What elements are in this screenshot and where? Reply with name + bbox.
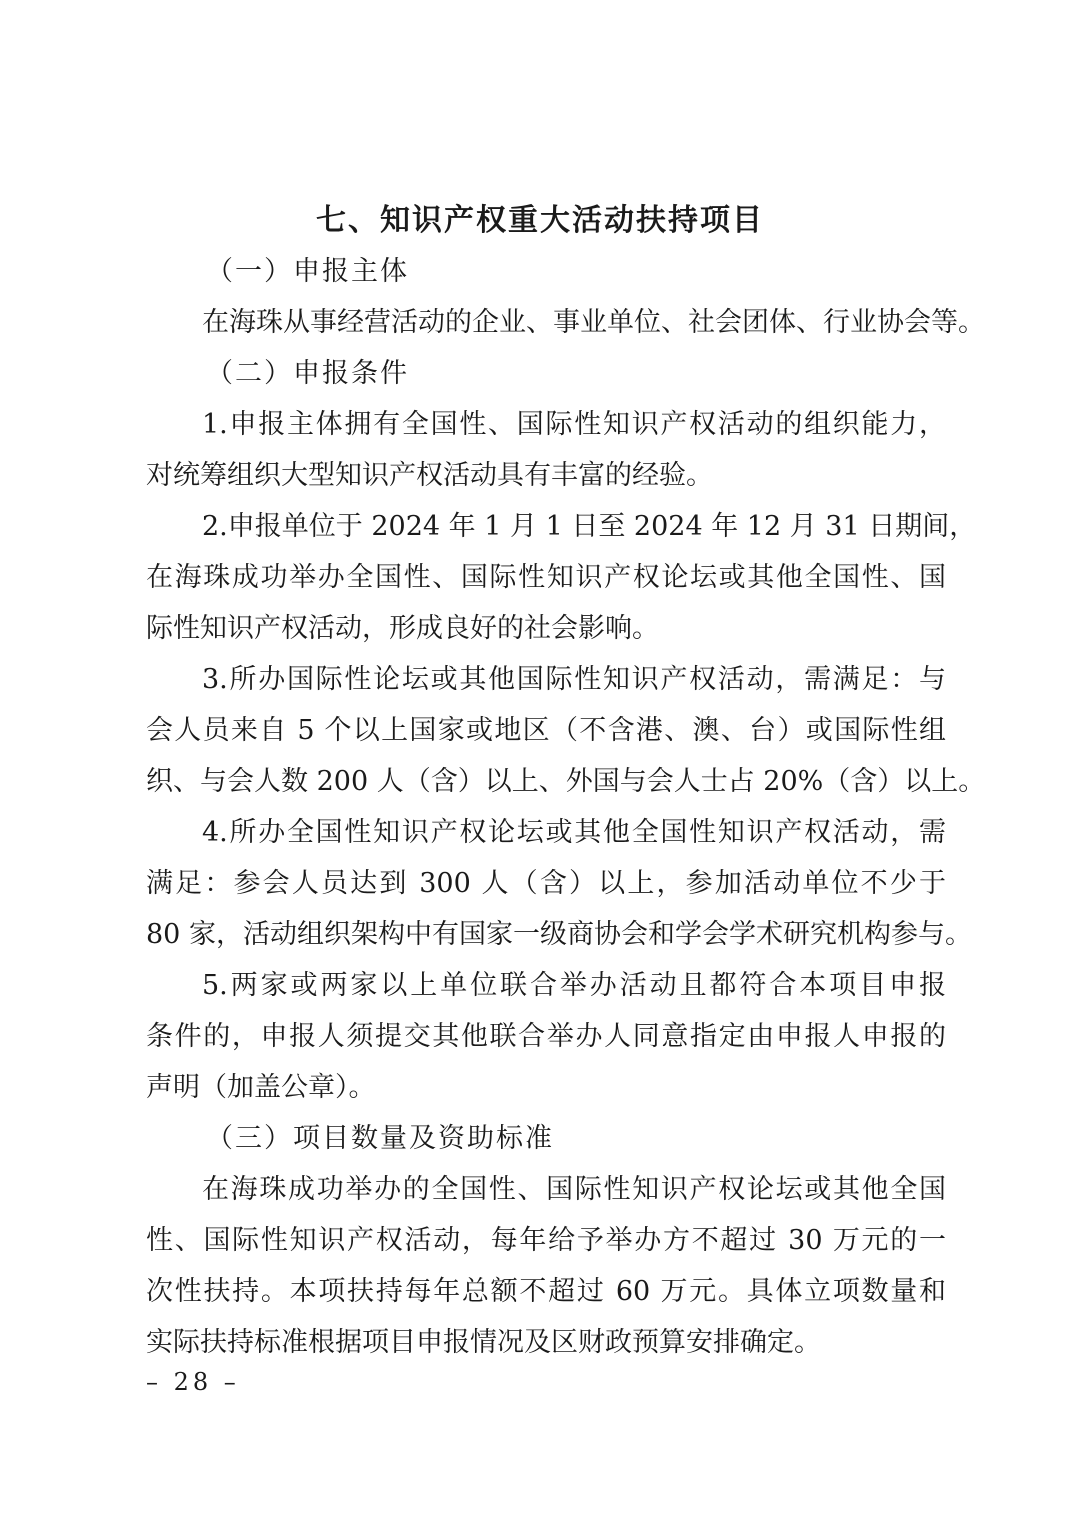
paragraph-line: 5.两家或两家以上单位联合举办活动且都符合本项目申报: [202, 970, 946, 1001]
section-heading-2: （二）申报条件: [206, 358, 409, 389]
paragraph-line: 性、国际性知识产权活动，每年给予举办方不超过 30 万元的一: [146, 1225, 946, 1256]
paragraph-line: 满足：参会人员达到 300 人（含）以上，参加活动单位不少于: [146, 868, 946, 899]
paragraph-line: 在海珠成功举办的全国性、国际性知识产权论坛或其他全国: [202, 1174, 946, 1205]
paragraph-line: 4.所办全国性知识产权论坛或其他全国性知识产权活动，需: [202, 817, 946, 848]
paragraph-line: 2.申报单位于 2024 年 1 月 1 日至 2024 年 12 月 31 日期间，: [202, 511, 977, 542]
paragraph-line: 80 家，活动组织架构中有国家一级商协会和学会学术研究机构参与。: [146, 919, 972, 950]
paragraph-line: 在海珠成功举办全国性、国际性知识产权论坛或其他全国性、国: [146, 562, 946, 593]
paragraph-line: 在海珠从事经营活动的企业、事业单位、社会团体、行业协会等。: [202, 307, 985, 338]
paragraph-line: 1.申报主体拥有全国性、国际性知识产权活动的组织能力，: [202, 409, 946, 440]
paragraph-line: 条件的，申报人须提交其他联合举办人同意指定由申报人申报的: [146, 1021, 946, 1052]
paragraph-line: 实际扶持标准根据项目申报情况及区财政预算安排确定。: [146, 1327, 821, 1358]
paragraph-line: 对统筹组织大型知识产权活动具有丰富的经验。: [146, 460, 713, 491]
paragraph-line: 织、与会人数 200 人（含）以上、外国与会人士占 20%（含）以上。: [146, 766, 986, 797]
section-heading-1: （一）申报主体: [206, 256, 409, 287]
section-heading-3: （三）项目数量及资助标准: [206, 1123, 554, 1154]
paragraph-line: 3.所办国际性论坛或其他国际性知识产权活动，需满足：与: [202, 664, 946, 695]
paragraph-line: 会人员来自 5 个以上国家或地区（不含港、澳、台）或国际性组: [146, 715, 946, 746]
document-body: [146, 246, 986, 1368]
paragraph-line: 次性扶持。本项扶持每年总额不超过 60 万元。具体立项数量和: [146, 1276, 946, 1307]
section-title: 七、知识产权重大活动扶持项目: [316, 203, 764, 238]
page-number: – 28 –: [146, 1368, 240, 1396]
paragraph-line: 际性知识产权活动，形成良好的社会影响。: [146, 613, 659, 644]
paragraph-line: 声明（加盖公章）。: [146, 1072, 376, 1103]
